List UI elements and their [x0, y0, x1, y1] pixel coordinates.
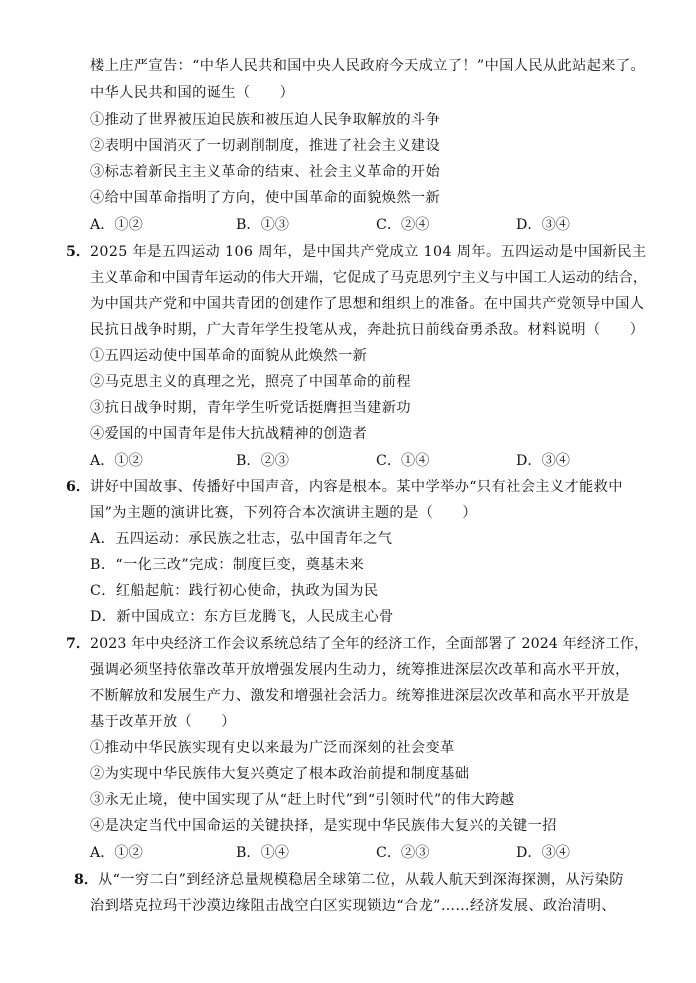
q7-options: [90, 843, 650, 863]
q6-option-b[interactable]: B．“一化三改”完成：制度巨变，奠基未来: [90, 557, 365, 573]
q4-item-3: ③标志着新民主主义革命的结束、社会主义革命的开始: [90, 164, 441, 180]
q5-number: 5．: [66, 244, 91, 260]
q5-item-1: ①五四运动使中国革命的面貌从此焕然一新: [90, 348, 368, 364]
q6-number: 6．: [66, 479, 91, 495]
q7-line-4: 基于改革开放（ ）: [90, 714, 236, 730]
q6-option-d[interactable]: D．新中国成立：东方巨龙腾飞，人民成主心骨: [90, 609, 394, 625]
q8-line-2: 治到塔克拉玛干沙漠边缘阻击战空白区实现锁边“合龙”……经济发展、政治清明、: [90, 898, 616, 914]
q7-item-1: ①推动中华民族实现有史以来最为广泛而深刻的社会变革: [90, 740, 455, 756]
q5-item-2: ②马克思主义的真理之光，照亮了中国革命的前程: [90, 374, 411, 390]
q5-option-d[interactable]: D．③④: [516, 453, 570, 469]
q5-item-3: ③抗日战争时期，青年学生听党话挺膺担当建新功: [90, 400, 411, 416]
q7-option-c[interactable]: C．②③: [376, 845, 430, 861]
q7-item-2: ②为实现中华民族伟大复兴奠定了根本政治前提和制度基础: [90, 766, 470, 782]
q4-item-2: ②表明中国消灭了一切剥削制度，推进了社会主义建设: [90, 138, 441, 154]
q5-option-c[interactable]: C．①④: [376, 453, 430, 469]
q6-line-1: 讲好中国故事、传播好中国声音，内容是根本。某中学举办“只有社会主义才能救中: [90, 479, 623, 495]
q5-options: [90, 451, 650, 471]
q6-option-a[interactable]: A．五四运动：承民族之壮志，弘中国青年之气: [90, 531, 393, 547]
q7-option-a[interactable]: A．①②: [90, 845, 143, 861]
q4-item-1: ①推动了世界被压迫民族和被压迫人民争取解放的斗争: [90, 112, 441, 128]
q6-line-2: 国”为主题的演讲比赛，下列符合本次演讲主题的是（ ）: [90, 505, 477, 521]
q7-number: 7．: [66, 636, 91, 652]
q7-item-4: ④是决定当代中国命运的关键抉择，是实现中华民族伟大复兴的关键一招: [90, 818, 557, 834]
q5-item-4: ④爱国的中国青年是伟大抗战精神的创造者: [90, 426, 368, 442]
q7-item-3: ③永无止境，使中国实现了从“赶上时代”到“引领时代”的伟大跨越: [90, 792, 515, 808]
q5-line-4: 民抗日战争时期，广大青年学生投笔从戎，奔赴抗日前线奋勇杀敌。材料说明（ ）: [90, 322, 645, 338]
q7-line-1: 2023 年中央经济工作会议系统总结了全年的经济工作，全面部署了 2024 年经济工作，: [90, 636, 649, 652]
q4-option-d[interactable]: D．③④: [516, 217, 570, 233]
q8-line-1: 从“一穷二白”到经济总量规模稳居全球第二位，从载人航天到深海探测，从污染防: [98, 872, 624, 888]
q4-line-2: 中华人民共和国的诞生（ ）: [90, 85, 295, 101]
q8-number: 8．: [74, 872, 99, 888]
q7-line-2: 强调必须坚持依靠改革开放增强发展内生动力，统筹推进深层次改革和高水平开放，: [90, 662, 630, 678]
q7-option-d[interactable]: D．③④: [516, 845, 570, 861]
q7-line-3: 不断解放和发展生产力、激发和增强社会活力。统筹推进深层次改革和高水平开放是: [90, 688, 630, 704]
q4-option-a[interactable]: A．①②: [90, 217, 143, 233]
q5-option-b[interactable]: B．②③: [236, 453, 289, 469]
q4-option-b[interactable]: B．①③: [236, 217, 289, 233]
q4-option-c[interactable]: C．②④: [376, 217, 430, 233]
q7-option-b[interactable]: B．①④: [236, 845, 289, 861]
q5-line-3: 为中国共产党和中国共青团的创建作了思想和组织上的准备。在中国共产党领导中国人: [90, 296, 645, 312]
q5-option-a[interactable]: A．①②: [90, 453, 143, 469]
q4-options: [90, 215, 650, 235]
q5-line-1: 2025 年是五四运动 106 周年，是中国共产党成立 104 周年。五四运动是中国新民主: [90, 244, 647, 260]
q6-option-c[interactable]: C．红船起航：践行初心使命，执政为国为民: [90, 583, 379, 599]
q5-line-2: 主义革命和中国青年运动的伟大开端，它促成了马克思列宁主义与中国工人运动的结合，: [90, 270, 648, 286]
q4-line-1: 楼上庄严宣告：“中华人民共和国中央人民政府今天成立了！”中国人民从此站起来了。: [90, 58, 646, 74]
q4-item-4: ④给中国革命指明了方向，使中国革命的面貌焕然一新: [90, 190, 441, 206]
